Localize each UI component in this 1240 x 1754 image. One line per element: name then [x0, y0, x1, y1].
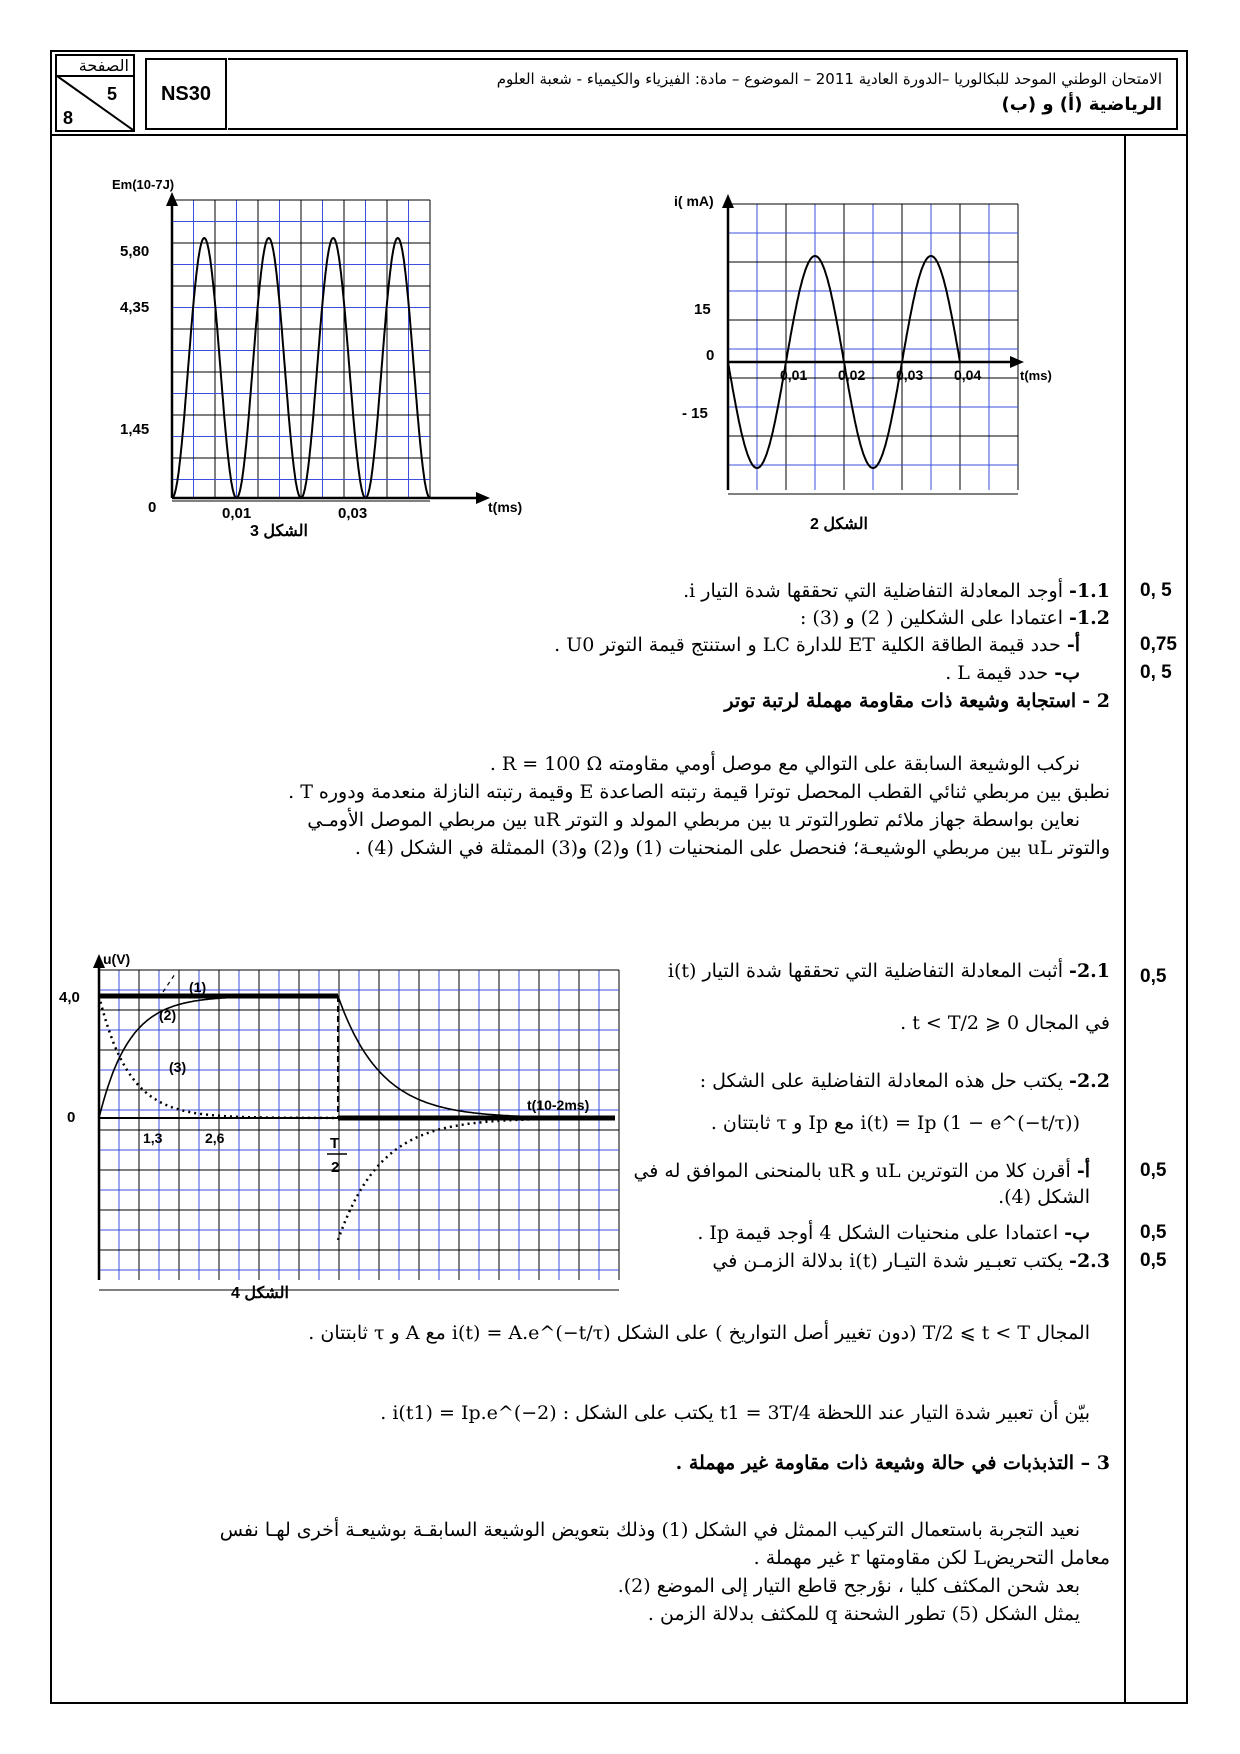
s2-line-3: نعاين بواسطة جهاز ملائم تطورالتوتر u بين مربطي المولد و التوتر uR بين مربطي الموصل الأومـي [307, 809, 1080, 831]
s2-line-1: نركب الوشيعة السابقة على التوالي مع موصل أومي مقاومته R = 100 Ω . [489, 753, 1080, 775]
fig2-xtick-003: 0,03 [896, 367, 924, 383]
fig4-half-period-T: T [330, 1135, 340, 1152]
fig4-caption: الشكل 4 [231, 1285, 289, 1302]
title-line1: الامتحان الوطني الموحد للبكالوريا –الدورة العادية 2011 – الموضوع – مادة: الفيزياء والكيمياء - شعبة العلوم [496, 70, 1162, 88]
curve-label-2: (2) [159, 1007, 177, 1023]
fig2-xtick-001: 0,01 [780, 367, 808, 383]
figure-2-current-chart [640, 190, 1080, 550]
x-axis-arrow [1010, 356, 1024, 368]
fig4-half-period-2: 2 [331, 1159, 340, 1176]
fig2-xlabel: t(ms) [1020, 368, 1052, 383]
figure-3-energy-chart [80, 177, 540, 550]
page-number: 5 [106, 84, 117, 104]
fig2-ytick-m15: - 15 [682, 405, 708, 422]
y-axis-arrow [166, 192, 178, 206]
fig2-ytick-0: 0 [706, 347, 715, 364]
curve-label-3: (3) [169, 1059, 187, 1075]
question-2-3-t1: بيّن أن تعبير شدة التيار عند اللحظة t1 = 3T/4 يكتب على الشكل : i(t1) = Ip.e^(−2) . [380, 1402, 1090, 1424]
question-2-3-form: المجال T/2 ⩽ t < T (دون تغيير أصل التواريخ ) على الشكل i(t) = A.e^(−t/τ) مع A و τ ثابتتان . [308, 1322, 1090, 1344]
header-divider [50, 134, 1188, 136]
fig3-ytick-435: 4,35 [120, 299, 150, 316]
points-1-2-b: 0, 5 [1140, 662, 1172, 683]
y-axis-arrow [722, 194, 734, 208]
s3-line-1: نعيد التجربة باستعمال التركيب الممثل في الشكل (1) وذلك بتعويض الوشيعة السابقـة بوشيعـة أخرى لهـا نفس [219, 1519, 1080, 1541]
fig3-xtick-003: 0,03 [338, 505, 368, 522]
s3-line-2: معامل التحريضL لكن مقاومتها r غير مهملة . [753, 1547, 1110, 1569]
fig3-ylabel: Em(10-7J) [112, 177, 175, 192]
question-1-2: 1.2- اعتمادا على الشكلين ( 2) و (3) : [799, 607, 1110, 629]
question-2-1: 2.1- أثبت المعادلة التفاضلية التي تحققها شدة التيار i(t) [667, 960, 1110, 982]
question-1-2-b: ب- حدد قيمة L . [945, 662, 1080, 684]
fig2-xtick-002: 0,02 [838, 367, 866, 383]
curve-3-uL-negative [338, 1118, 615, 1240]
exam-code: NS30 [145, 58, 227, 130]
question-2-2: 2.2- يكتب حل هذه المعادلة التفاضلية على الشكل : [699, 1070, 1110, 1092]
question-2-2-b: ب- اعتمادا على منحنيات الشكل 4 أوجد قيمة Ip . [697, 1222, 1090, 1244]
points-2-2-a: 0,5 [1140, 1160, 1167, 1181]
fig4-ytick-4: 4,0 [59, 989, 80, 1006]
figure-4-voltage-chart [55, 950, 645, 1300]
page-label: الصفحة [78, 56, 129, 75]
section-3-title: 3 – التذبذبات في حالة وشيعة ذات مقاومة غير مهملة . [675, 1452, 1110, 1474]
fig4-ytick-0: 0 [67, 1109, 76, 1126]
fig3-xtick-0: 0 [148, 499, 157, 516]
fig2-ytick-15: 15 [694, 301, 711, 318]
page-number-box [55, 54, 135, 132]
points-2-3: 0,5 [1140, 1250, 1167, 1271]
s3-line-4: يمثل الشكل (5) تطور الشحنة q للمكثف بدلالة الزمن . [647, 1603, 1080, 1625]
page-total: 8 [63, 108, 74, 128]
exam-title [228, 58, 1178, 130]
fig3-ytick-145: 1,45 [120, 421, 150, 438]
question-2-3: 2.3- يكتب تعبـير شدة التيـار i(t) بدلالة الزمـن في [712, 1250, 1110, 1272]
points-2-2-b: 0,5 [1140, 1222, 1167, 1243]
fig2-ylabel: i( mA) [674, 193, 714, 209]
s2-line-2: نطبق بين مربطي ثنائي القطب المحصل توترا قيمة رتبته الصاعدة E وقيمة رتبته النازلة منعدمة ودوره T . [288, 781, 1110, 803]
fig2-xtick-004: 0,04 [954, 367, 982, 383]
fig2-caption: الشكل 2 [810, 516, 868, 533]
points-1-1: 0, 5 [1140, 580, 1172, 601]
fig3-xtick-001: 0,01 [222, 505, 252, 522]
title-line2: الرياضية (أ) و (ب) [1001, 94, 1162, 115]
section-2-title: 2 - استجابة وشيعة ذات مقاومة مهملة لرتبة توتر [724, 690, 1110, 712]
fig3-xlabel: t(ms) [488, 499, 523, 515]
question-2-2-solution: i(t) = Ip (1 − e^(−t/τ)) مع Ip و τ ثابتتان . [710, 1112, 1080, 1134]
section-2-paragraph [70, 750, 1110, 862]
s3-line-3: بعد شحن المكثف كليا ، نؤرجح قاطع التيار إلى الموضع (2). [617, 1575, 1080, 1597]
question-2-1-interval: في المجال 0 ⩽ t < T/2 . [900, 1012, 1110, 1034]
points-column-divider [1124, 134, 1126, 1704]
fig3-ytick-580: 5,80 [120, 243, 150, 260]
fig4-ylabel: u(V) [103, 951, 131, 967]
question-2-2-a: أ- أقرن كلا من التوترين uL و uR بالمنحنى الموافق له في الشكل (4). [633, 1160, 1090, 1208]
section-3-paragraph [70, 1516, 1110, 1628]
points-1-2-a: 0,75 [1140, 634, 1177, 655]
curve-label-1: (1) [189, 979, 207, 995]
fig4-xtick-26: 2,6 [205, 1130, 225, 1146]
points-2-1: 0,5 [1140, 966, 1167, 987]
s2-line-4: والتوتر uL بين مربطي الوشيعـة؛ فنحصل على المنحنيات (1) و(2) و(3) الممثلة في الشكل (4) . [354, 837, 1110, 859]
tangent-dashed [163, 974, 175, 992]
question-1-1: 1.1- أوجد المعادلة التفاضلية التي تحققها شدة التيار i. [683, 580, 1110, 602]
fig4-xlabel: t(10-2ms) [527, 1097, 590, 1113]
fig3-caption: الشكل 3 [250, 523, 308, 540]
fig4-xtick-13: 1,3 [143, 1130, 163, 1146]
question-1-2-a: أ- حدد قيمة الطاقة الكلية ET للدارة LC و استنتج قيمة التوتر U0 . [554, 634, 1080, 656]
